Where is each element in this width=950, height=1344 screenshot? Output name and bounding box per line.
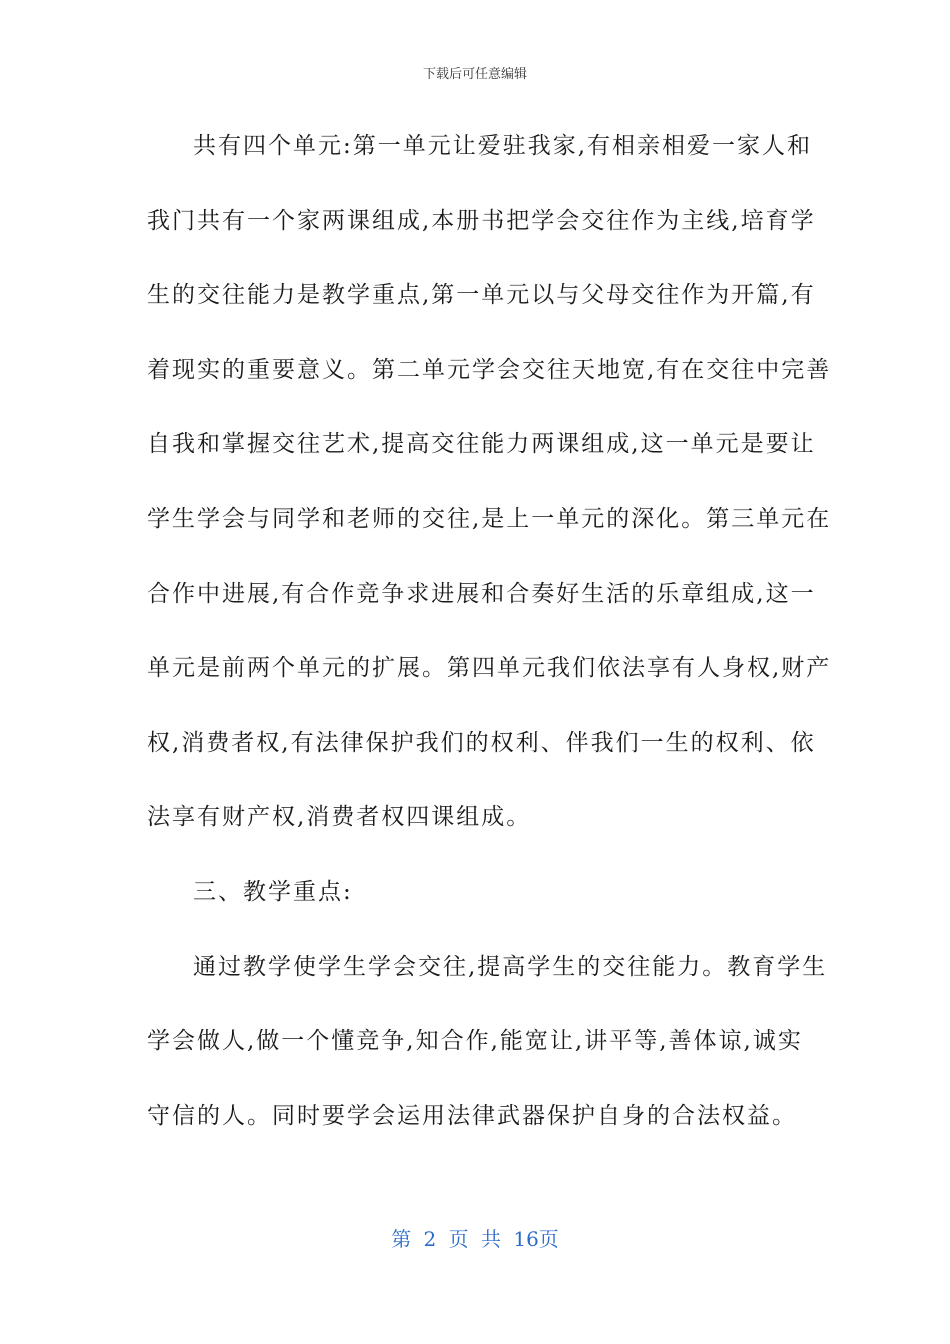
paragraph-line-1: 共有四个单元:第一单元让爱驻我家,有相亲相爱一家人和 xyxy=(193,133,813,159)
paragraph-line-12: 学会做人,做一个懂竞争,知合作,能宽让,讲平等,善体谅,诚实 xyxy=(147,1028,803,1055)
page-number: 第 2 页 共 16页 xyxy=(391,1227,559,1251)
paragraph-line-11: 通过教学使学生学会交往,提高学生的交往能力。教育学生 xyxy=(193,953,828,980)
paragraph-line-4: 着现实的重要意义。第二单元学会交往天地宽,有在交往中完善 xyxy=(147,356,832,383)
paragraph-line-6: 学生学会与同学和老师的交往,是上一单元的深化。第三单元在 xyxy=(147,505,832,532)
page-header-note: 下载后可任意编辑 xyxy=(422,67,527,82)
paragraph-line-8: 单元是前两个单元的扩展。第四单元我们依法享有人身权,财产 xyxy=(147,655,832,682)
paragraph-line-13: 守信的人。同时要学会运用法律武器保护自身的合法权益。 xyxy=(147,1102,797,1129)
paragraph-line-5: 自我和掌握交往艺术,提高交往能力两课组成,这一单元是要让 xyxy=(147,431,816,458)
section-heading: 三、教学重点: xyxy=(193,878,353,905)
paragraph-line-10: 法享有财产权,消费者权四课组成。 xyxy=(147,804,532,831)
paragraph-line-7: 合作中进展,有合作竞争求进展和合奏好生活的乐章组成,这一 xyxy=(147,580,816,607)
document-body xyxy=(147,124,832,1168)
paragraph-line-9: 权,消费者权,有法律保护我们的权利、伴我们一生的权利、依 xyxy=(147,729,816,756)
paragraph-line-3: 生的交往能力是教学重点,第一单元以与父母交往作为开篇,有 xyxy=(147,282,816,309)
paragraph-line-2: 我门共有一个家两课组成,本册书把学会交往作为主线,培育学 xyxy=(147,207,816,234)
